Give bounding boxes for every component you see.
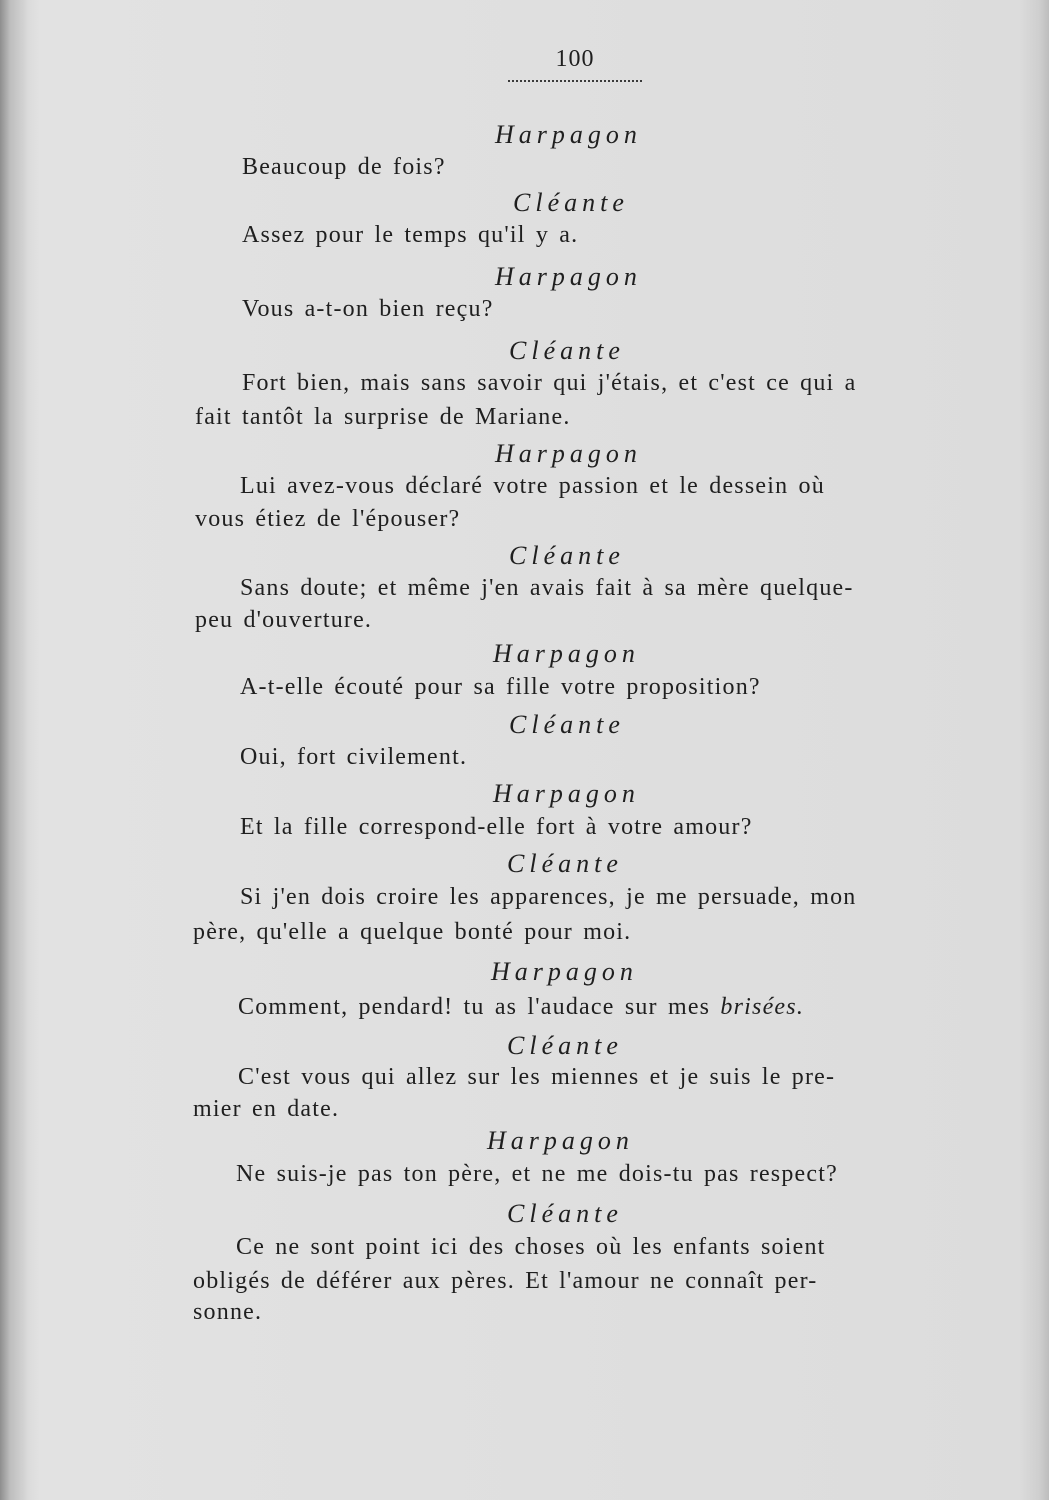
italic-word: brisées. bbox=[720, 994, 805, 1020]
dialogue-line: Oui, fort civilement. bbox=[240, 744, 468, 770]
speaker-name: Harpagon bbox=[493, 779, 640, 808]
dialogue-line: Si j'en dois croire les apparences, je me persuade, mon bbox=[240, 884, 857, 910]
speaker-name: Harpagon bbox=[495, 439, 642, 468]
speaker-name: Harpagon bbox=[495, 262, 642, 291]
dialogue-line: sonne. bbox=[193, 1299, 263, 1325]
speaker-name: Harpagon bbox=[495, 120, 642, 149]
speaker-name: Cléante bbox=[507, 1031, 623, 1060]
speaker-name: Cléante bbox=[509, 710, 625, 739]
dialogue-line: Vous a-t-on bien reçu? bbox=[242, 296, 494, 322]
dialogue-line: A-t-elle écouté pour sa fille votre proposition? bbox=[240, 674, 761, 700]
dialogue-line: Assez pour le temps qu'il y a. bbox=[242, 222, 579, 248]
speaker-name: Cléante bbox=[507, 1199, 623, 1228]
dialogue-line: vous étiez de l'épouser? bbox=[195, 506, 461, 532]
speaker-name: Harpagon bbox=[487, 1126, 634, 1155]
speaker-name: Cléante bbox=[509, 336, 625, 365]
dialogue-line: C'est vous qui allez sur les miennes et je suis le pre- bbox=[238, 1064, 836, 1090]
page-number: 100 bbox=[555, 46, 595, 72]
dialogue-line: fait tantôt la surprise de Mariane. bbox=[195, 404, 571, 430]
dialogue-line: Sans doute; et même j'en avais fait à sa mère quelque- bbox=[240, 575, 854, 601]
speaker-name: Cléante bbox=[513, 188, 629, 217]
speaker-name: Harpagon bbox=[493, 639, 640, 668]
dialogue-line bbox=[238, 994, 804, 1021]
page-number-rule bbox=[508, 80, 642, 82]
dialogue-line: mier en date. bbox=[193, 1096, 340, 1122]
dialogue-text: Comment, pendard! tu as l'audace sur mes bbox=[238, 994, 711, 1020]
dialogue-line: Ne suis-je pas ton père, et ne me dois-tu pas respect? bbox=[236, 1161, 838, 1187]
speaker-name: Cléante bbox=[509, 541, 625, 570]
dialogue-line: Fort bien, mais sans savoir qui j'étais, et c'est ce qui a bbox=[242, 370, 857, 396]
page-gutter-shadow bbox=[0, 0, 28, 1500]
dialogue-line: obligés de déférer aux pères. Et l'amour ne connaît per- bbox=[193, 1268, 818, 1294]
dialogue-line: Beaucoup de fois? bbox=[242, 154, 446, 180]
page-edge-shadow bbox=[1019, 0, 1049, 1500]
dialogue-line: Et la fille correspond-elle fort à votre amour? bbox=[240, 814, 753, 840]
dialogue-line: Lui avez-vous déclaré votre passion et le dessein où bbox=[240, 473, 825, 499]
dialogue-line: peu d'ouverture. bbox=[195, 607, 373, 633]
speaker-name: Harpagon bbox=[491, 957, 638, 986]
dialogue-line: père, qu'elle a quelque bonté pour moi. bbox=[193, 919, 632, 945]
dialogue-line: Ce ne sont point ici des choses où les enfants soient bbox=[236, 1234, 826, 1260]
speaker-name: Cléante bbox=[507, 849, 623, 878]
